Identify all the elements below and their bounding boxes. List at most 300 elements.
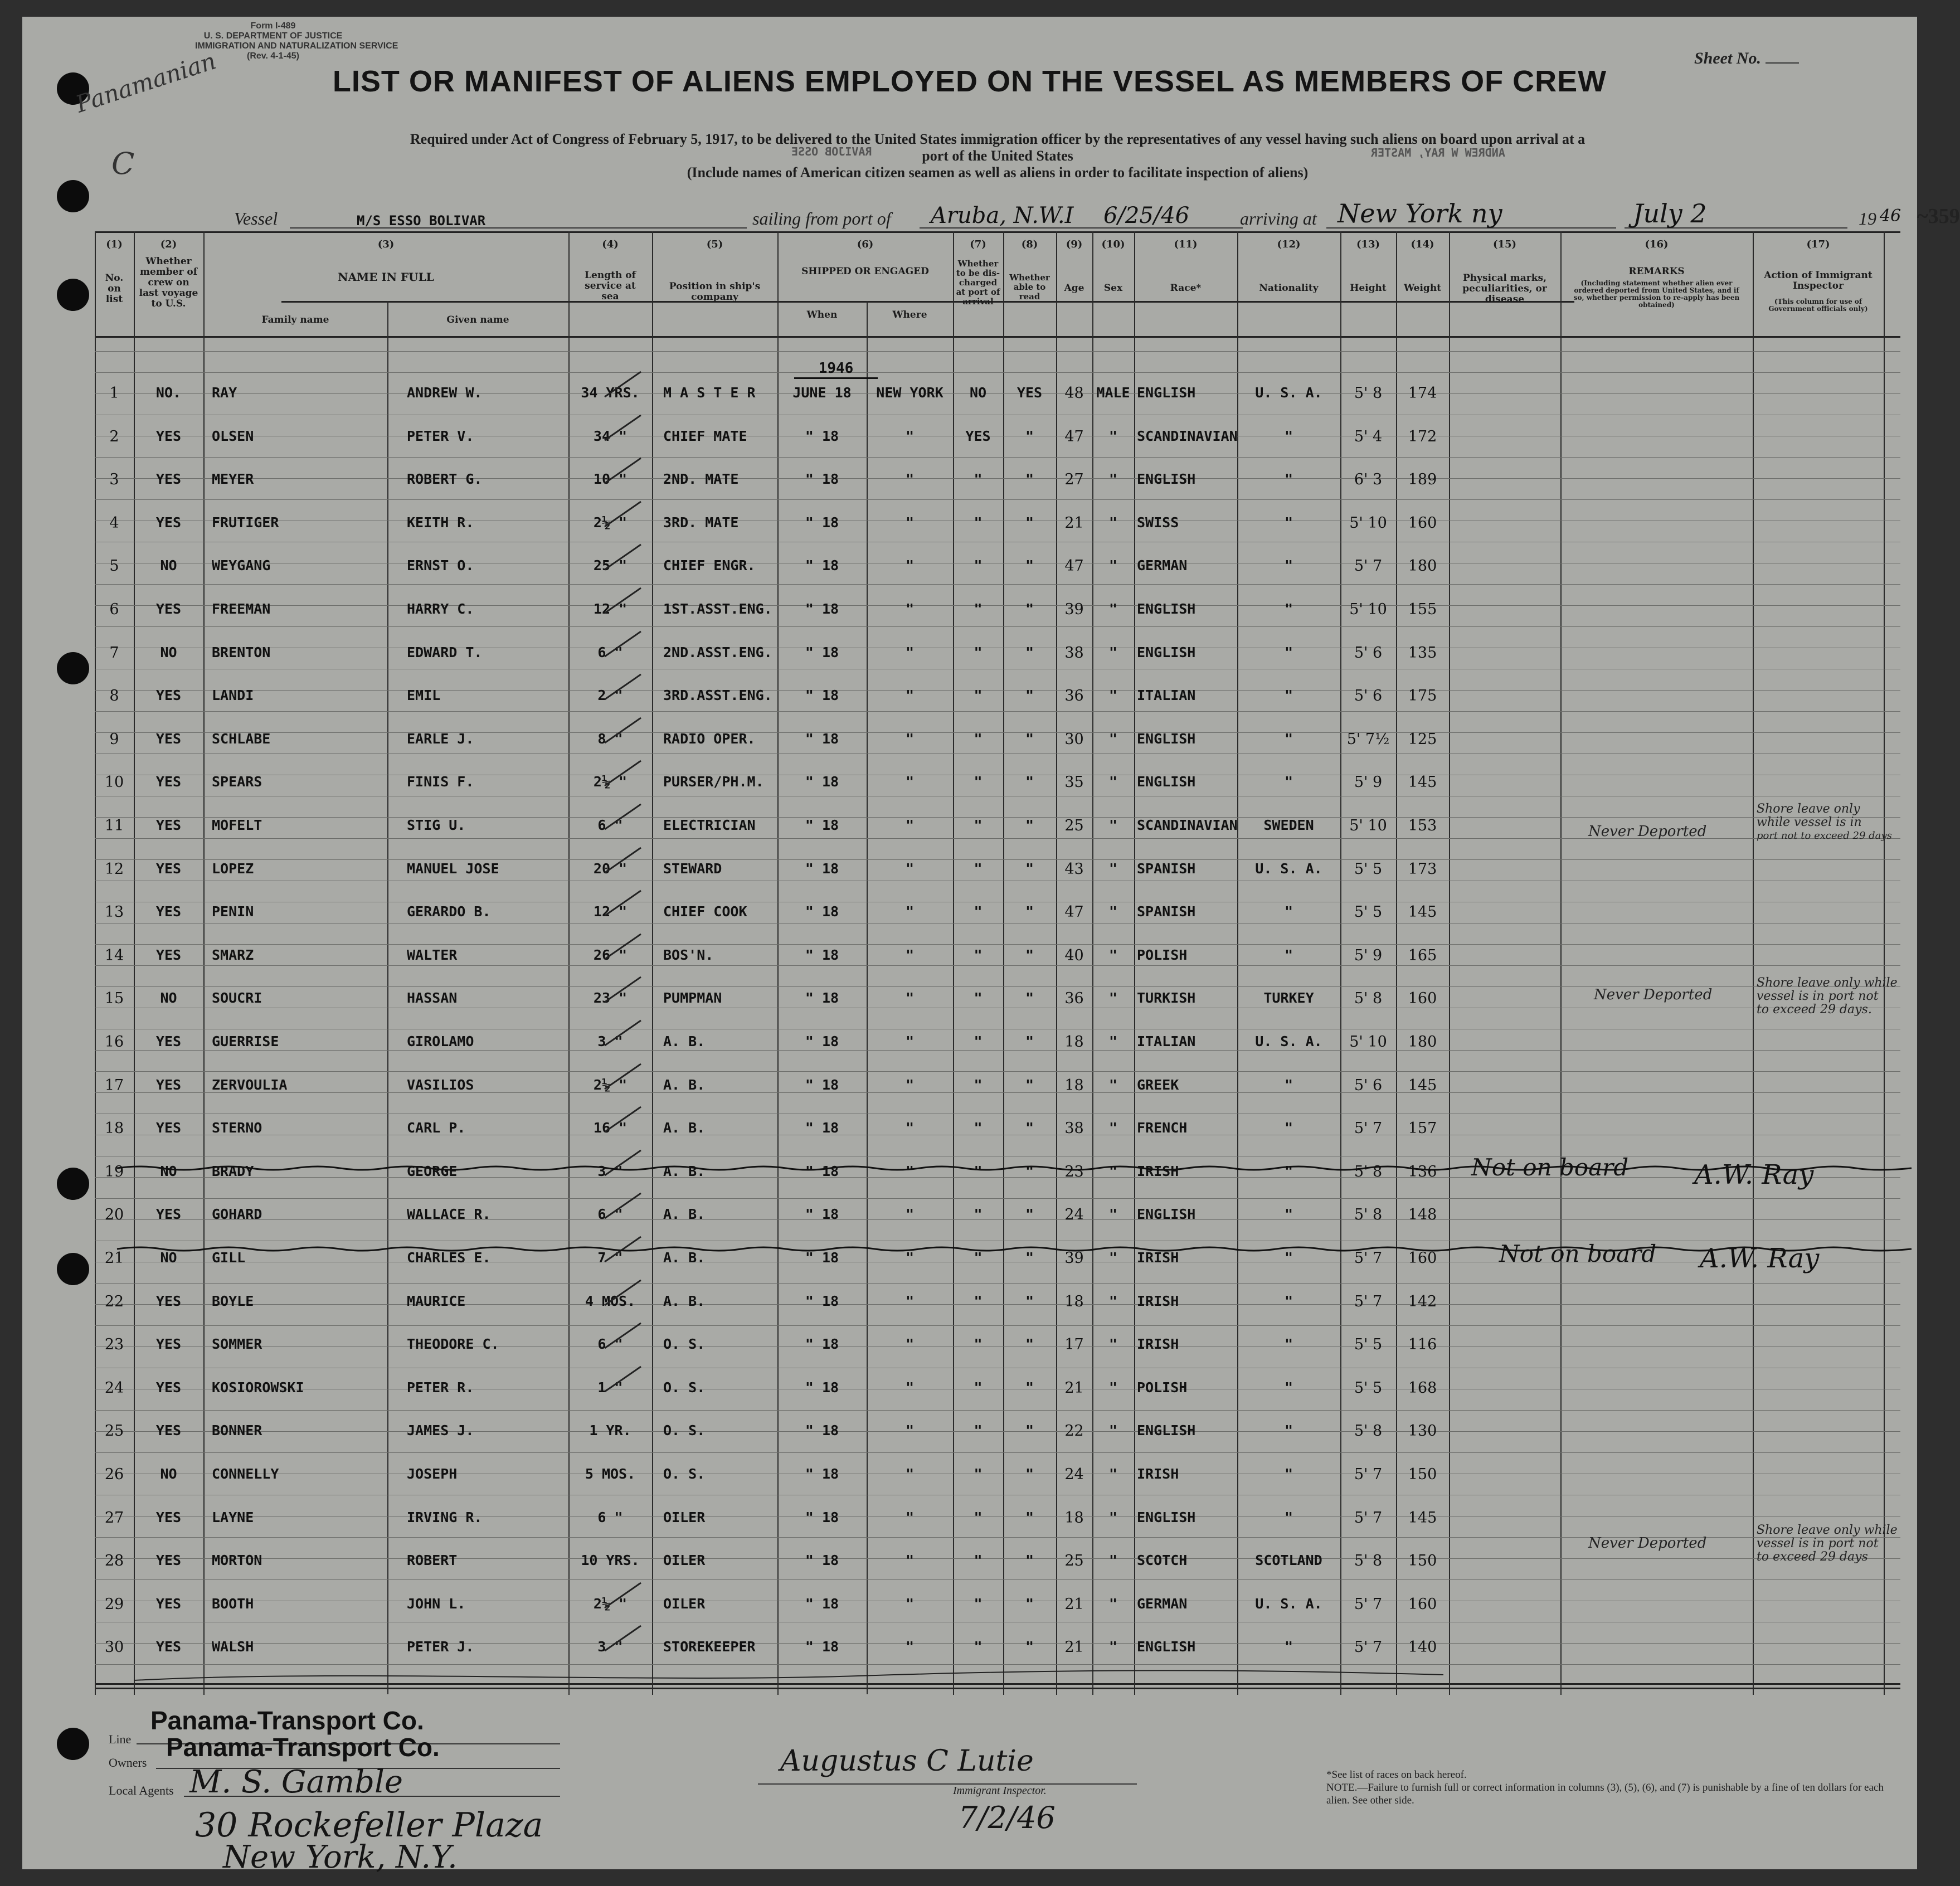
sailing-port: Aruba, N.W.I: [931, 203, 1074, 229]
col-num-1: (1): [106, 239, 123, 250]
check-mark: [602, 715, 646, 748]
cell-when: " 18: [805, 1077, 839, 1093]
cell-discharged: ": [974, 1033, 983, 1049]
cell-family: SOUCRI: [212, 990, 262, 1006]
cell-given: MANUEL JOSE: [407, 861, 499, 877]
sheet-number-label: Sheet No.: [1694, 49, 1761, 67]
cell-discharged: ": [974, 903, 983, 920]
cell-family: STERNO: [212, 1120, 262, 1136]
cell-discharged: ": [974, 514, 983, 531]
col-num-16: (16): [1645, 239, 1669, 250]
cell-where: ": [905, 1509, 915, 1525]
offset-stamp-master: ANDREW W RAY, MASTER: [1371, 146, 1505, 159]
binder-hole: [57, 279, 89, 311]
cell-family: CONNELLY: [212, 1466, 279, 1482]
cell-height: 5' 8: [1354, 1422, 1383, 1440]
cell-discharged: ": [974, 817, 983, 833]
arriving-port: New York ny: [1338, 198, 1502, 229]
cell-position: O. S.: [663, 1379, 706, 1396]
cell-sex: ": [1108, 731, 1118, 747]
cell-no: 22: [104, 1293, 124, 1310]
cell-discharged: ": [974, 1422, 983, 1438]
cell-when: " 18: [805, 1509, 839, 1525]
cell-given: MAURICE: [407, 1293, 466, 1309]
form-department: U. S. DEPARTMENT OF JUSTICE: [203, 31, 343, 41]
cell-weight: 174: [1408, 385, 1437, 402]
cell-no: 2: [109, 428, 119, 445]
cell-read: ": [1025, 514, 1034, 531]
owners-value: Panama-Transport Co.: [166, 1733, 440, 1762]
cell-sex: ": [1108, 514, 1118, 531]
cell-nationality: ": [1284, 731, 1293, 747]
header-nationality: Nationality: [1259, 283, 1319, 294]
cell-sex: ": [1108, 1033, 1118, 1049]
cell-position: A. B.: [663, 1250, 706, 1266]
col-num-12: (12): [1277, 239, 1301, 250]
cell-when: " 18: [805, 514, 839, 531]
cell-read: ": [1025, 644, 1034, 660]
cell-no: 7: [109, 644, 119, 662]
cell-height: 5' 10: [1349, 1033, 1387, 1051]
cell-race: ENGLISH: [1137, 601, 1196, 617]
cell-height: 5' 8: [1354, 385, 1383, 402]
col-num-17: (17): [1806, 239, 1830, 250]
cell-family: SOMMER: [212, 1336, 262, 1352]
cell-weight: 165: [1408, 947, 1437, 964]
vessel-line: [212, 198, 1960, 234]
cell-sex: ": [1108, 1336, 1118, 1352]
cell-no: 30: [104, 1639, 124, 1656]
cell-read: ": [1025, 471, 1034, 487]
cell-read: ": [1025, 1206, 1034, 1222]
cell-sex: ": [1108, 557, 1118, 573]
cell-family: KOSIOROWSKI: [212, 1379, 304, 1396]
cell-read: ": [1025, 1596, 1034, 1612]
action-line: Shore leave only while: [1757, 1523, 1898, 1537]
cell-where: ": [905, 1422, 915, 1438]
cell-height: 5' 7: [1354, 1509, 1383, 1527]
cell-where: ": [905, 1466, 915, 1482]
check-mark: [602, 974, 646, 1008]
cell-family: FRUTIGER: [212, 514, 279, 531]
cell-family: PENIN: [212, 903, 254, 920]
ruled-line: [95, 499, 1900, 500]
cell-when: " 18: [805, 990, 839, 1006]
cell-discharged: ": [974, 1250, 983, 1266]
cell-service: 5 MOS.: [585, 1466, 636, 1482]
cell-age: 21: [1064, 1596, 1084, 1613]
cell-when: " 18: [805, 903, 839, 920]
cell-age: 27: [1064, 471, 1084, 488]
col-num-11: (11): [1174, 239, 1198, 250]
col-num-3: (3): [377, 239, 395, 250]
cell-no: 17: [104, 1077, 124, 1094]
cell-where: NEW YORK: [876, 385, 943, 401]
cell-discharged: ": [974, 471, 983, 487]
cell-position: ELECTRICIAN: [663, 817, 756, 833]
cell-weight: 155: [1408, 601, 1437, 618]
cell-no: 24: [104, 1379, 124, 1397]
cell-race: ENGLISH: [1137, 1509, 1196, 1525]
cell-discharged: NO: [969, 385, 987, 401]
cell-member: YES: [155, 1293, 182, 1309]
cell-height: 5' 6: [1354, 1077, 1383, 1094]
cell-member: YES: [155, 1379, 182, 1396]
cell-nationality: ": [1284, 1293, 1293, 1309]
cell-race: IRISH: [1137, 1163, 1179, 1179]
cell-member: YES: [155, 1077, 182, 1093]
cell-when: " 18: [805, 428, 839, 444]
cell-sex: ": [1108, 687, 1118, 703]
ruled-line: [95, 351, 1900, 352]
cell-no: 8: [109, 687, 119, 704]
header-name-in-full: NAME IN FULL: [338, 270, 434, 284]
remarks-row-15: Never Deported: [1594, 986, 1713, 1003]
sheet-number-blank: [1766, 62, 1799, 64]
header-given-name: Given name: [446, 314, 509, 325]
cell-height: 5' 8: [1354, 990, 1383, 1007]
cell-when: " 18: [805, 817, 839, 833]
cell-family: SCHLABE: [212, 731, 271, 747]
cell-no: 13: [104, 903, 124, 921]
cell-sex: ": [1108, 1163, 1118, 1179]
cell-no: 5: [109, 557, 119, 575]
action-line: Shore leave only while: [1757, 976, 1898, 990]
cell-service: 6 ": [597, 1336, 623, 1352]
cell-race: SPANISH: [1137, 861, 1196, 877]
page-number-value: 359: [1928, 205, 1960, 228]
header-physical-marks: Physical marks, peculiarities, or disease: [1462, 273, 1547, 305]
cell-where: ": [905, 1077, 915, 1093]
cell-read: ": [1025, 1336, 1034, 1352]
cell-where: ": [905, 1250, 915, 1266]
cell-position: PUMPMAN: [663, 990, 722, 1006]
cell-service: 6 ": [597, 817, 623, 833]
cell-height: 5' 6: [1354, 644, 1383, 662]
cell-member: YES: [155, 687, 182, 703]
cell-given: IRVING R.: [407, 1509, 483, 1525]
cell-member: YES: [155, 1336, 182, 1352]
cell-race: IRISH: [1137, 1466, 1179, 1482]
cell-sex: ": [1108, 1466, 1118, 1482]
cell-when: " 18: [805, 1336, 839, 1352]
cell-where: ": [905, 1336, 915, 1352]
col-num-13: (13): [1356, 239, 1380, 250]
cell-nationality: TURKEY: [1263, 990, 1314, 1006]
cell-weight: 180: [1408, 1033, 1437, 1051]
footer-note-races: *See list of races on back hereof.: [1326, 1769, 1467, 1781]
cell-sex: ": [1108, 1120, 1118, 1136]
cell-service: 20 ": [593, 861, 628, 877]
cell-service: 10 YRS.: [581, 1552, 640, 1568]
action-line: Shore leave only: [1757, 802, 1860, 816]
cell-weight: 168: [1408, 1379, 1437, 1397]
cell-member: NO: [160, 1163, 177, 1179]
cell-race: ENGLISH: [1137, 731, 1196, 747]
action-line: port not to exceed 29 days: [1757, 830, 1892, 842]
header-family-name: Family name: [261, 314, 329, 325]
ruled-line: [95, 457, 1900, 458]
ruled-line: [95, 584, 1900, 585]
col-num-10: (10): [1101, 239, 1125, 250]
vessel-name: M/S ESSO BOLIVAR: [357, 213, 486, 229]
check-mark: [602, 369, 646, 402]
cell-family: LAYNE: [212, 1509, 254, 1525]
page-number: ~359: [1917, 205, 1960, 228]
cell-nationality: ": [1284, 774, 1293, 790]
cell-read: ": [1025, 1120, 1034, 1136]
cell-member: YES: [155, 774, 182, 790]
cell-where: ": [905, 903, 915, 920]
cell-position: RADIO OPER.: [663, 731, 756, 747]
cell-no: 27: [104, 1509, 124, 1527]
check-mark: [602, 758, 646, 791]
cell-height: 5' 10: [1349, 601, 1387, 618]
cell-given: PETER V.: [407, 428, 474, 444]
cell-given: JOHN L.: [407, 1596, 466, 1612]
cell-height: 5' 7: [1354, 1250, 1383, 1267]
header-remarks: REMARKS: [1628, 266, 1685, 277]
cell-family: MOFELT: [212, 817, 262, 833]
cell-read: ": [1025, 861, 1034, 877]
col-num-5: (5): [706, 239, 723, 250]
cell-family: MORTON: [212, 1552, 262, 1568]
ruled-line: [95, 1325, 1900, 1326]
check-mark: [602, 801, 646, 835]
cell-age: 47: [1064, 557, 1084, 575]
cell-no: 15: [104, 990, 124, 1007]
cell-sex: ": [1108, 817, 1118, 833]
ruled-line: [95, 965, 1900, 966]
cell-service: 3 ": [597, 1033, 623, 1049]
cell-where: ": [905, 1552, 915, 1568]
cell-family: WALSH: [212, 1639, 254, 1655]
cell-member: NO.: [155, 385, 182, 401]
cell-sex: ": [1108, 1250, 1118, 1266]
cell-race: ENGLISH: [1137, 385, 1196, 401]
cell-race: ENGLISH: [1137, 1422, 1196, 1438]
cell-member: YES: [155, 471, 182, 487]
cell-given: FINIS F.: [407, 774, 474, 790]
action-row-15: [1757, 976, 1898, 1017]
strike-line-row-21: [117, 1246, 1912, 1252]
check-mark: [602, 1018, 646, 1051]
header-action-note: (This column for use of Government officials only): [1768, 298, 1868, 313]
cell-sex: ": [1108, 1596, 1118, 1612]
cell-position: A. B.: [663, 1120, 706, 1136]
cell-weight: 153: [1408, 817, 1437, 834]
cell-no: 14: [104, 947, 124, 964]
agents-value: M. S. Gamble: [189, 1764, 403, 1800]
cell-discharged: ": [974, 1552, 983, 1568]
cell-read: ": [1025, 817, 1034, 833]
cell-nationality: ": [1284, 1422, 1293, 1438]
cell-sex: ": [1108, 644, 1118, 660]
form-identifier: [195, 21, 398, 61]
cell-no: 10: [104, 774, 124, 791]
cell-member: YES: [155, 514, 182, 531]
cell-nationality: ": [1284, 1466, 1293, 1482]
cell-member: NO: [160, 557, 177, 573]
cell-member: NO: [160, 644, 177, 660]
cell-service: 12 ": [593, 601, 628, 617]
cell-where: ": [905, 471, 915, 487]
cell-given: JOSEPH: [407, 1466, 458, 1482]
cell-family: BONNER: [212, 1422, 262, 1438]
cell-family: SPEARS: [212, 774, 262, 790]
cell-read: ": [1025, 687, 1034, 703]
cell-age: 47: [1064, 903, 1084, 921]
cell-read: ": [1025, 601, 1034, 617]
cell-height: 5' 9: [1354, 774, 1383, 791]
cell-discharged: ": [974, 1293, 983, 1309]
cell-given: THEODORE C.: [407, 1336, 499, 1352]
subtitle-line: port of the United States: [922, 148, 1073, 164]
cell-height: 5' 7: [1354, 1596, 1383, 1613]
cell-nationality: ": [1284, 1206, 1293, 1222]
check-mark: [602, 629, 646, 662]
col-num-7: (7): [970, 239, 986, 250]
cell-member: NO: [160, 1466, 177, 1482]
cell-sex: ": [1108, 990, 1118, 1006]
arrival-date: July 2: [1633, 198, 1707, 229]
col-num-6: (6): [857, 239, 874, 250]
ruled-line: [95, 1579, 1900, 1580]
cell-where: ": [905, 947, 915, 963]
inspector-signature: Augustus C Lutie: [780, 1744, 1034, 1778]
cell-weight: 140: [1408, 1639, 1437, 1656]
cell-weight: 157: [1408, 1120, 1437, 1137]
cell-position: A. B.: [663, 1206, 706, 1222]
check-mark: [602, 1190, 646, 1224]
cell-given: PETER R.: [407, 1379, 474, 1396]
cell-nationality: ": [1284, 903, 1293, 920]
cell-position: OILER: [663, 1596, 706, 1612]
col-num-15: (15): [1492, 239, 1517, 250]
header-sex: Sex: [1103, 283, 1123, 294]
cell-race: ITALIAN: [1137, 687, 1196, 703]
cell-discharged: ": [974, 557, 983, 573]
check-mark: [602, 672, 646, 705]
cell-discharged: ": [974, 1639, 983, 1655]
cell-discharged: ": [974, 1120, 983, 1136]
cell-member: YES: [155, 861, 182, 877]
header-position: Position in ship's company: [669, 281, 761, 303]
cell-given: EARLE J.: [407, 731, 474, 747]
cell-weight: 130: [1408, 1422, 1437, 1440]
sailing-label: sailing from port of: [752, 208, 891, 229]
check-mark: [602, 931, 646, 965]
cell-when: " 18: [805, 1120, 839, 1136]
cell-member: YES: [155, 601, 182, 617]
cell-member: YES: [155, 1639, 182, 1655]
cell-sex: ": [1108, 1552, 1118, 1568]
cell-family: OLSEN: [212, 428, 254, 444]
footer-note-penalty: NOTE.—Failure to furnish full or correct information in columns (3), (5), (6), and (7) is punishable by a fine of ten dollars for each alien. See other side.: [1326, 1782, 1884, 1806]
strike-line-row-19: [117, 1165, 1912, 1172]
cell-when: " 18: [805, 861, 839, 877]
cell-age: 24: [1064, 1206, 1084, 1223]
cell-no: 20: [104, 1206, 124, 1223]
cell-family: RAY: [212, 385, 237, 401]
cell-position: A. B.: [663, 1293, 706, 1309]
ruled-line: [95, 859, 1900, 860]
cell-weight: 145: [1408, 1077, 1437, 1094]
cell-weight: 160: [1408, 990, 1437, 1007]
header-able-to-read: Whether able to read: [1009, 273, 1050, 302]
cell-sex: ": [1108, 471, 1118, 487]
cell-given: ERNST O.: [407, 557, 474, 573]
header-weight: Weight: [1403, 283, 1442, 294]
cell-service: 10 ": [593, 471, 628, 487]
cell-given: HARRY C.: [407, 601, 474, 617]
cell-race: SCANDINAVIAN: [1137, 428, 1238, 444]
cell-nationality: ": [1284, 514, 1293, 531]
cell-family: ZERVOULIA: [212, 1077, 288, 1093]
cell-weight: 148: [1408, 1206, 1437, 1223]
cell-sex: ": [1108, 1206, 1118, 1222]
cell-position: STEWARD: [663, 861, 722, 877]
cell-no: 16: [104, 1033, 124, 1051]
cell-position: BOS'N.: [663, 947, 714, 963]
cell-given: WALTER: [407, 947, 458, 963]
line-label: Line: [109, 1732, 132, 1746]
cell-position: A. B.: [663, 1077, 706, 1093]
cell-read: ": [1025, 1033, 1034, 1049]
action-line: vessel is in port not: [1757, 1537, 1879, 1550]
cell-nationality: ": [1284, 687, 1293, 703]
ruled-line: [95, 1410, 1900, 1411]
cell-position: 2ND. MATE: [663, 471, 739, 487]
manifest-sheet: [22, 17, 1960, 1875]
header-member-last-voyage: Whether member of crew on last voyage to U.S.: [139, 256, 198, 309]
cell-race: ENGLISH: [1137, 1206, 1196, 1222]
cell-nationality: SCOTLAND: [1255, 1552, 1322, 1568]
cell-when: " 18: [805, 471, 839, 487]
cell-when: " 18: [805, 1466, 839, 1482]
cell-where: ": [905, 1596, 915, 1612]
cell-race: ENGLISH: [1137, 644, 1196, 660]
cell-no: 18: [104, 1120, 124, 1137]
cell-member: YES: [155, 1422, 182, 1438]
cell-weight: 116: [1408, 1336, 1437, 1353]
cell-member: YES: [155, 731, 182, 747]
cell-family: GUERRISE: [212, 1033, 279, 1049]
cell-when: " 18: [805, 1033, 839, 1049]
cell-position: CHIEF MATE: [663, 428, 747, 444]
cell-weight: 189: [1408, 471, 1437, 488]
cell-service: 4 MOS.: [585, 1293, 636, 1309]
cell-race: SCOTCH: [1137, 1552, 1188, 1568]
cell-nationality: U. S. A.: [1255, 861, 1322, 877]
cell-where: ": [905, 601, 915, 617]
cell-position: OILER: [663, 1552, 706, 1568]
cell-service: 34 YRS.: [581, 385, 640, 401]
cell-height: 5' 7: [1354, 1466, 1383, 1483]
cell-given: EDWARD T.: [407, 644, 483, 660]
ruled-line: [95, 1071, 1900, 1072]
binder-hole: [57, 180, 89, 212]
cell-read: ": [1025, 1639, 1034, 1655]
ruled-line: [95, 1283, 1900, 1284]
cell-member: YES: [155, 1033, 182, 1049]
cell-nationality: ": [1284, 1639, 1293, 1655]
cell-read: ": [1025, 428, 1034, 444]
page-subtitle: [145, 131, 1850, 181]
cell-service: 16 ": [593, 1120, 628, 1136]
line-value: Panama-Transport Co.: [150, 1706, 424, 1735]
cell-when: " 18: [805, 947, 839, 963]
